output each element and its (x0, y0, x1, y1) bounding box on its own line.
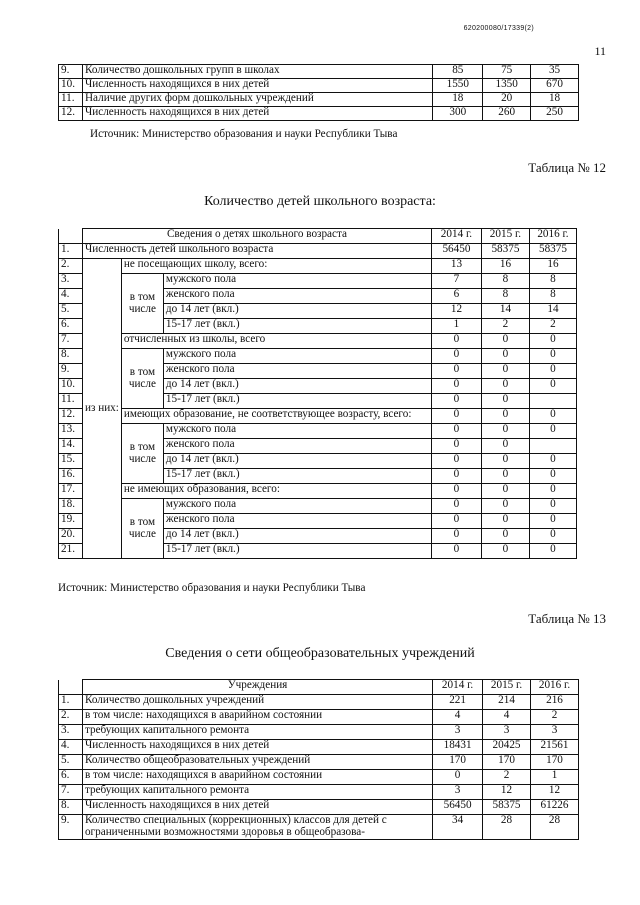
table-row: 1. Количество дошкольных учреждений 221 214 216 (59, 695, 579, 710)
table12-label: Таблица № 12 (528, 160, 606, 175)
table13-label: Таблица № 13 (528, 611, 606, 626)
of-them-label: из них: (83, 259, 122, 559)
table-row: 19. женского пола 0 0 0 (59, 514, 577, 529)
table-row: 15. до 14 лет (вкл.) 0 0 0 (59, 454, 577, 469)
table12-header-row (59, 229, 577, 244)
table-row: 20. до 14 лет (вкл.) 0 0 0 (59, 529, 577, 544)
table-row: 6. 15-17 лет (вкл.) 1 2 2 (59, 319, 577, 334)
table12-title: Количество детей школьного возраста: (204, 194, 436, 209)
table-row: 9. Количество специальных (коррекционных) классов для детей с ограниченными возможностями здоровья в общеобразова- 34 28 28 (59, 815, 579, 840)
table-row: 3. в том числе мужского пола 7 8 8 (59, 274, 577, 289)
table-row: 11. 15-17 лет (вкл.) 0 0 (59, 394, 577, 409)
table-row: 4. женского пола 6 8 8 (59, 289, 577, 304)
table-row: 1. Численность детей школьного возраста 56450 58375 58375 (59, 244, 577, 259)
in-that-label: в том числе (121, 274, 163, 334)
table12-head-2016: 2016 г. (529, 229, 576, 244)
table13-head-2014: 2014 г. (433, 680, 483, 695)
table-row: 21. 15-17 лет (вкл.) 0 0 0 (59, 544, 577, 559)
source-note-table12: Источник: Министерство образования и науки Республики Тыва (58, 582, 366, 594)
table-row: 9. Количество дошкольных групп в школах 85 75 35 (59, 65, 579, 79)
table-row: 3. требующих капитального ремонта 3 3 3 (59, 725, 579, 740)
table-row: 6. в том числе: находящихся в аварийном состоянии 0 2 1 (59, 770, 579, 785)
table-row: 16. 15-17 лет (вкл.) 0 0 0 (59, 469, 577, 484)
table-row: 8. в том числе мужского пола 0 0 0 (59, 349, 577, 364)
table-row: 7. отчисленных из школы, всего 0 0 0 (59, 334, 577, 349)
table-row: 5. до 14 лет (вкл.) 12 14 14 (59, 304, 577, 319)
table-row: 4. Численность находящихся в них детей 18431 20425 21561 (59, 740, 579, 755)
source-note-prev: Источник: Министерство образования и науки Республики Тыва (90, 128, 398, 140)
in-that-label: в том числе (121, 499, 163, 559)
table-row: 10. до 14 лет (вкл.) 0 0 0 (59, 379, 577, 394)
table12-head-col: Сведения о детях школьного возраста (83, 229, 432, 244)
table-row: 10. Численность находящихся в них детей 1550 1350 670 (59, 79, 579, 93)
table-row: 11. Наличие других форм дошкольных учреждений 18 20 18 (59, 93, 579, 107)
table13-head-col: Учреждения (82, 680, 432, 695)
table12-head-2015: 2015 г. (481, 229, 529, 244)
table-row: 17. не имеющих образования, всего: 0 0 0 (59, 484, 577, 499)
table-row: 13. в том числе мужского пола 0 0 0 (59, 424, 577, 439)
page-number: 11 (594, 44, 606, 58)
table-row: 18. в том числе мужского пола 0 0 0 (59, 499, 577, 514)
table-row: 7. требующих капитального ремонта 3 12 12 (59, 785, 579, 800)
table13-header-row (59, 680, 579, 695)
table13-title: Сведения о сети общеобразовательных учреждений (165, 646, 475, 661)
in-that-label: в том числе (121, 424, 163, 484)
table-row: 2. в том числе: находящихся в аварийном состоянии 4 4 2 (59, 710, 579, 725)
table13-head-2016: 2016 г. (531, 680, 579, 695)
table-prev (58, 64, 579, 121)
table12 (58, 228, 577, 559)
table-row: 8. Численность находящихся в них детей 56450 58375 61226 (59, 800, 579, 815)
table13 (58, 679, 579, 840)
table-row: 5. Количество общеобразовательных учреждений 170 170 170 (59, 755, 579, 770)
table-row: 12. Численность находящихся в них детей 300 260 250 (59, 107, 579, 121)
table-row: 2. из них: не посещающих школу, всего: 13 16 16 (59, 259, 577, 274)
table13-head-2015: 2015 г. (483, 680, 531, 695)
table-row: 9. женского пола 0 0 0 (59, 364, 577, 379)
table-row: 14. женского пола 0 0 (59, 439, 577, 454)
table-row: 12. имеющих образование, не соответствующее возрасту, всего: 0 0 0 (59, 409, 577, 424)
in-that-label: в том числе (121, 349, 163, 409)
table12-head-2014: 2014 г. (431, 229, 481, 244)
document-code: 620200080/17339(2) (463, 25, 534, 32)
